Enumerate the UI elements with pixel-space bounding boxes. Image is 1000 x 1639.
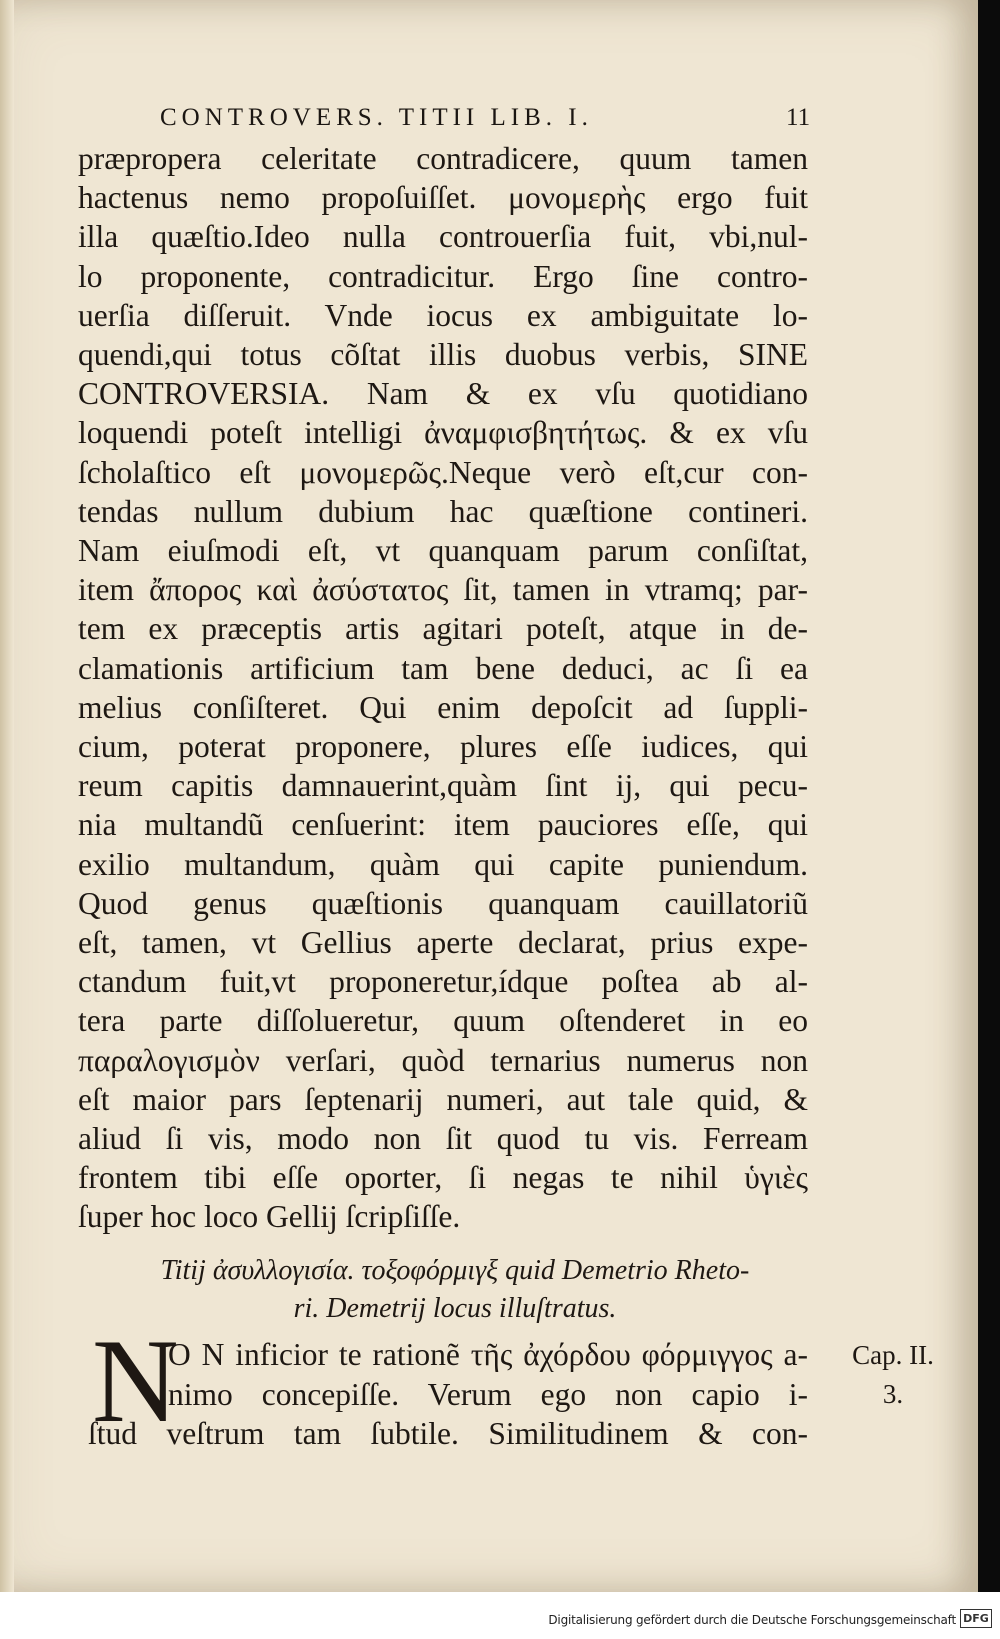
section-caption	[90, 1252, 820, 1328]
running-title: CONTROVERS. TITII LIB. I.	[160, 104, 593, 131]
text-line: nia multandũ cenſuerint: item pauciores eſſe, qui	[78, 807, 808, 843]
text-line: ctandum fuit,vt proponeretur,ídque poſtea ab al-	[78, 964, 808, 1000]
caption-line: ri. Demetrij locus illuſtratus.	[293, 1293, 617, 1324]
text-line: lo proponente, contradicitur. Ergo ſine contro-	[78, 258, 808, 294]
section-reference: 3.	[882, 1379, 904, 1409]
text-line: tera parte diſſolueretur, quum oſtenderet in eo	[78, 1003, 808, 1039]
dfg-logo: DFG	[960, 1609, 992, 1628]
chapter-reference: Cap. II.	[852, 1340, 934, 1370]
page-gutter-edge	[0, 0, 14, 1592]
text-line: eſt maior pars ſeptenarij numeri, aut tale quid, &	[78, 1081, 808, 1117]
text-line: ſcholaſtico eſt μονομερῶς.Neque verò eſt,cur con-	[78, 454, 808, 490]
text-line: Nam eiuſmodi eſt, vt quanquam parum conſiſtat,	[78, 533, 808, 569]
text-line: exilio multandum, quàm qui capite puniendum.	[78, 846, 808, 882]
marginal-note	[828, 1336, 958, 1414]
text-line: O N inficior te rationẽ τῆς ἀχόρδου φόρμιγγος a-	[168, 1337, 808, 1372]
digitization-credit: Digitalisierung gefördert durch die Deutsche Forschungsgemeinschaft	[548, 1613, 956, 1627]
text-line: frontem tibi eſſe oporter, ſi negas te nihil ὑγιὲς	[78, 1160, 808, 1196]
text-line: cium, poterat proponere, plures eſſe iudices, qui	[78, 729, 808, 765]
text-line: hactenus nemo propoſuiſſet. μονομερὴς ergo fuit	[78, 180, 808, 216]
text-line: Quod genus quæſtionis quanquam cauillatoriũ	[78, 885, 808, 921]
text-line: eſt, tamen, vt Gellius aperte declarat, prius expe-	[78, 925, 808, 961]
text-line: παραλογισμὸν verſari, quòd ternarius numerus non	[78, 1042, 808, 1078]
text-line: clamationis artificium tam bene deduci, ac ſi ea	[78, 650, 808, 686]
text-line: aliud ſi vis, modo non ſit quod tu vis. Ferream	[78, 1121, 808, 1157]
text-line: tendas nullum dubium hac quæſtione contineri.	[78, 493, 808, 529]
chapter-opening-text	[168, 1335, 808, 1414]
main-text-block	[78, 139, 808, 1237]
text-line: præpropera celeritate contradicere, quum tamen	[78, 141, 808, 176]
text-line: CONTROVERSIA. Nam & ex vſu quotidiano	[78, 376, 808, 412]
page-number: 11	[786, 104, 811, 131]
text-line: ſuper hoc loco Gellij ſcripſiſſe.	[78, 1199, 461, 1235]
text-line: uerſia diſſeruit. Vnde iocus ex ambiguitate lo-	[78, 297, 808, 333]
text-line: item ἄπορος καὶ ἀσύστατος ſit, tamen in vtramq; par-	[78, 572, 808, 608]
drop-cap: N	[92, 1314, 179, 1447]
text-line: illa quæſtio.Ideo nulla controuerſia fuit, vbi,nul-	[78, 219, 808, 255]
text-line: loquendi poteſt intelligi ἀναμφισβητήτως. & ex vſu	[78, 415, 808, 451]
text-line: quendi,qui totus cõſtat illis duobus verbis, SINE	[78, 337, 808, 373]
text-line: melius conſiſteret. Qui enim depoſcit ad ſuppli-	[78, 689, 808, 725]
text-line: ſtud veſtrum tam ſubtile. Similitudinem & con-	[88, 1416, 808, 1451]
text-line: nimo concepiſſe. Verum ego non capio i-	[168, 1376, 808, 1412]
caption-line: Titij ἀσυλλογισία. τοξοφόρμιγξ quid Demetrio Rheto-	[160, 1255, 750, 1286]
text-line: reum capitis damnauerint,quàm ſint ij, qui pecu-	[78, 768, 808, 804]
text-line: tem ex præceptis artis agitari poteſt, atque in de-	[78, 611, 808, 647]
